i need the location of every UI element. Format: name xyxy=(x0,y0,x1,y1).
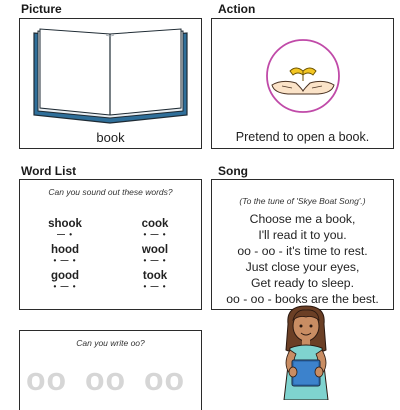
sound-buttons-good: • — • xyxy=(53,282,77,291)
action-caption: Pretend to open a book. xyxy=(235,130,370,144)
trace-letters: oo xyxy=(144,361,186,397)
open-book-illustration xyxy=(20,19,203,129)
song-lyrics xyxy=(212,211,393,307)
trace-letters: oo xyxy=(26,361,68,397)
song-tune: (To the tune of 'Skye Boat Song'.) xyxy=(239,196,366,206)
song-line: Choose me a book, xyxy=(249,212,356,226)
word-cook: cook xyxy=(141,218,169,230)
word-list-heading: Word List xyxy=(21,164,77,178)
song-line: Just close your eyes, xyxy=(245,260,360,274)
trace-letters: oo xyxy=(85,361,127,397)
song-line: I'll read it to you. xyxy=(258,228,347,242)
picture-heading: Picture xyxy=(21,2,62,16)
action-panel xyxy=(211,18,394,149)
sound-buttons-shook: — • xyxy=(56,230,74,239)
action-heading: Action xyxy=(218,2,256,16)
hands-opening-book-icon xyxy=(212,19,395,129)
word-hood: hood xyxy=(50,244,80,256)
picture-caption: book xyxy=(96,130,125,145)
writing-instruction: Can you write oo? xyxy=(76,338,145,348)
word-list-panel xyxy=(19,179,202,310)
writing-panel xyxy=(19,330,202,410)
song-panel xyxy=(211,179,394,310)
song-line: oo - oo - books are the best. xyxy=(226,292,379,306)
word-wool: wool xyxy=(141,244,169,256)
song-line: Get ready to sleep. xyxy=(251,276,354,290)
girl-holding-book-illustration xyxy=(266,304,346,400)
sound-buttons-wool: • — • xyxy=(143,256,167,265)
sound-buttons-took: • — • xyxy=(143,282,167,291)
picture-panel xyxy=(19,18,202,149)
sound-buttons-cook: • — • xyxy=(143,230,167,239)
word-good: good xyxy=(50,270,80,282)
song-line: oo - oo - it's time to rest. xyxy=(237,244,368,258)
word-took: took xyxy=(142,270,168,282)
word-shook: shook xyxy=(48,218,82,230)
sound-buttons-hood: • — • xyxy=(53,256,77,265)
word-list-instruction: Can you sound out these words? xyxy=(48,187,173,197)
song-heading: Song xyxy=(218,164,248,178)
